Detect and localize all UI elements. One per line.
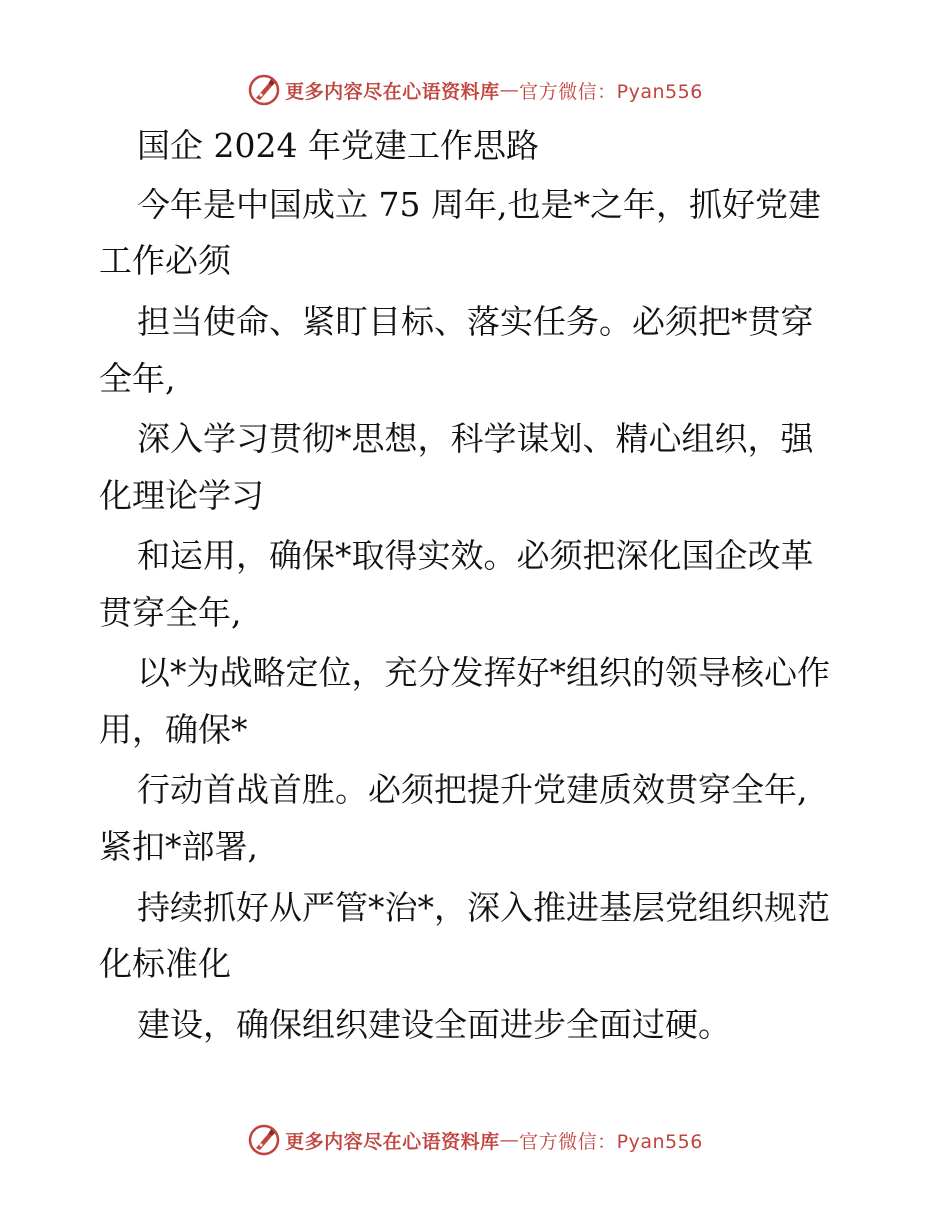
watermark-separator: —: [499, 79, 520, 101]
paragraph-line: 行动首战首胜。必须把提升党建质效贯穿全年,: [137, 770, 808, 809]
pen-nib-circle-icon: [247, 1123, 281, 1157]
watermark-brand: 更多内容尽在心语资料库: [285, 1130, 500, 1153]
paragraph-line: 全年,: [99, 359, 176, 398]
watermark-contact: 官方微信：Pyan556: [519, 80, 703, 103]
paragraph-line: 以*为战略定位，充分发挥好*组织的领导核心作: [137, 653, 830, 692]
paragraph-line: 建设，确保组织建设全面进步全面过硬。: [137, 1005, 731, 1044]
watermark-contact: 官方微信：Pyan556: [519, 1130, 703, 1153]
paragraph-line: 今年是中国成立 75 周年,也是*之年，抓好党建: [137, 185, 821, 224]
paragraph-line: 担当使命、紧盯目标、落实任务。必须把*贯穿: [137, 302, 814, 341]
paragraph-line: 和运用，确保*取得实效。必须把深化国企改革: [137, 536, 814, 575]
watermark-separator: —: [499, 1129, 520, 1151]
paragraph-line: 贯穿全年,: [99, 593, 242, 632]
document-title: 国企 2024 年党建工作思路: [137, 126, 539, 165]
paragraph-line: 工作必须: [99, 241, 231, 280]
pen-nib-circle-icon: [247, 73, 281, 107]
paragraph-line: 深入学习贯彻*思想，科学谋划、精心组织，强: [137, 419, 814, 458]
footer-watermark: [0, 1120, 950, 1160]
paragraph-line: 化标准化: [99, 944, 231, 983]
header-watermark: [0, 70, 950, 110]
paragraph-line: 持续抓好从严管*治*，深入推进基层党组织规范: [137, 888, 830, 927]
paragraph-line: 紧扣*部署,: [99, 827, 258, 866]
watermark-brand: 更多内容尽在心语资料库: [285, 80, 500, 103]
paragraph-line: 用，确保*: [99, 710, 248, 749]
paragraph-line: 化理论学习: [99, 476, 264, 515]
